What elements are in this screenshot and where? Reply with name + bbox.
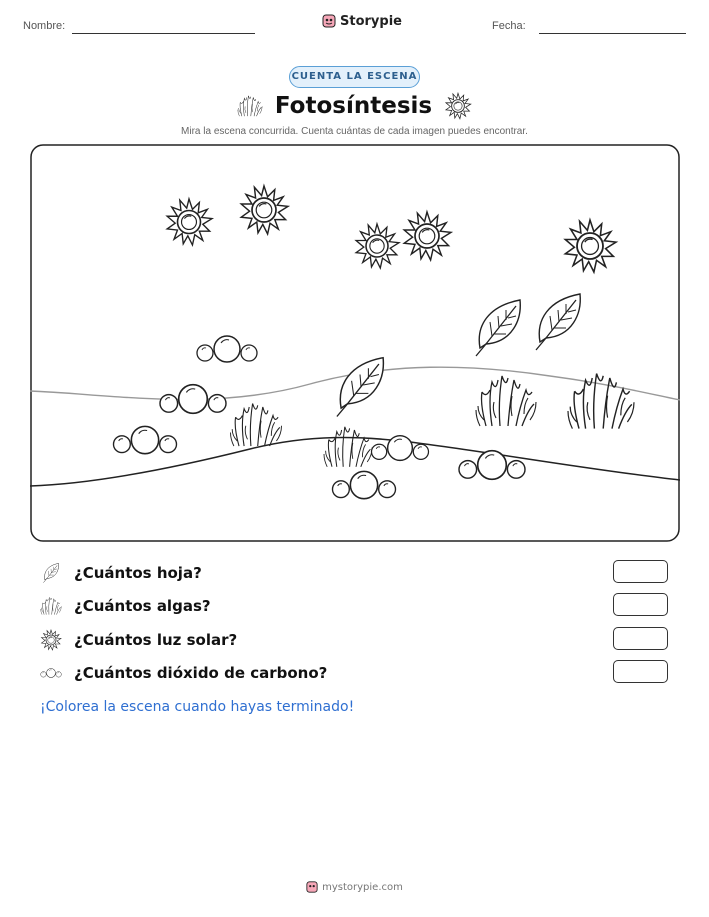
page-title: Fotosíntesis: [274, 93, 433, 119]
date-label: Fecha:: [492, 20, 526, 32]
counting-scene: [30, 144, 680, 542]
answer-box-co2[interactable]: [613, 660, 668, 683]
storypie-mascot-icon: [306, 880, 318, 894]
question-sun: [40, 627, 670, 653]
closing-note: ¡Colorea la escena cuando hayas terminado!: [40, 699, 355, 715]
storypie-mascot-icon: [322, 13, 336, 29]
date-field-line[interactable]: [539, 33, 686, 34]
footer-url[interactable]: mystorypie.com: [322, 881, 403, 893]
question-text: ¿Cuántos algas?: [74, 597, 211, 615]
answer-box-algae[interactable]: [613, 593, 668, 616]
question-text: ¿Cuántos hoja?: [74, 564, 202, 582]
question-algae: [40, 593, 670, 619]
question-co2: [40, 660, 670, 686]
co2-molecule-icon: [40, 662, 62, 684]
question-text: ¿Cuántos dióxido de carbono?: [74, 664, 328, 682]
title-row: [0, 92, 709, 120]
sun-icon: [40, 629, 62, 651]
answer-box-leaf[interactable]: [613, 560, 668, 583]
answer-box-sun[interactable]: [613, 627, 668, 650]
algae-icon: [237, 93, 263, 119]
leaf-icon: [40, 562, 62, 584]
brand-logo: [322, 13, 402, 29]
section-badge: CUENTA LA ESCENA: [289, 66, 420, 88]
question-text: ¿Cuántos luz solar?: [74, 631, 238, 649]
question-leaf: [40, 560, 670, 586]
name-field-line[interactable]: [72, 33, 255, 34]
name-label: Nombre:: [23, 20, 66, 32]
sun-icon: [444, 92, 472, 120]
brand-name: Storypie: [340, 13, 402, 29]
instructions: Mira la escena concurrida. Cuenta cuántas de cada imagen puedes encontrar.: [181, 126, 528, 137]
footer: [0, 880, 709, 894]
algae-icon: [40, 595, 62, 617]
